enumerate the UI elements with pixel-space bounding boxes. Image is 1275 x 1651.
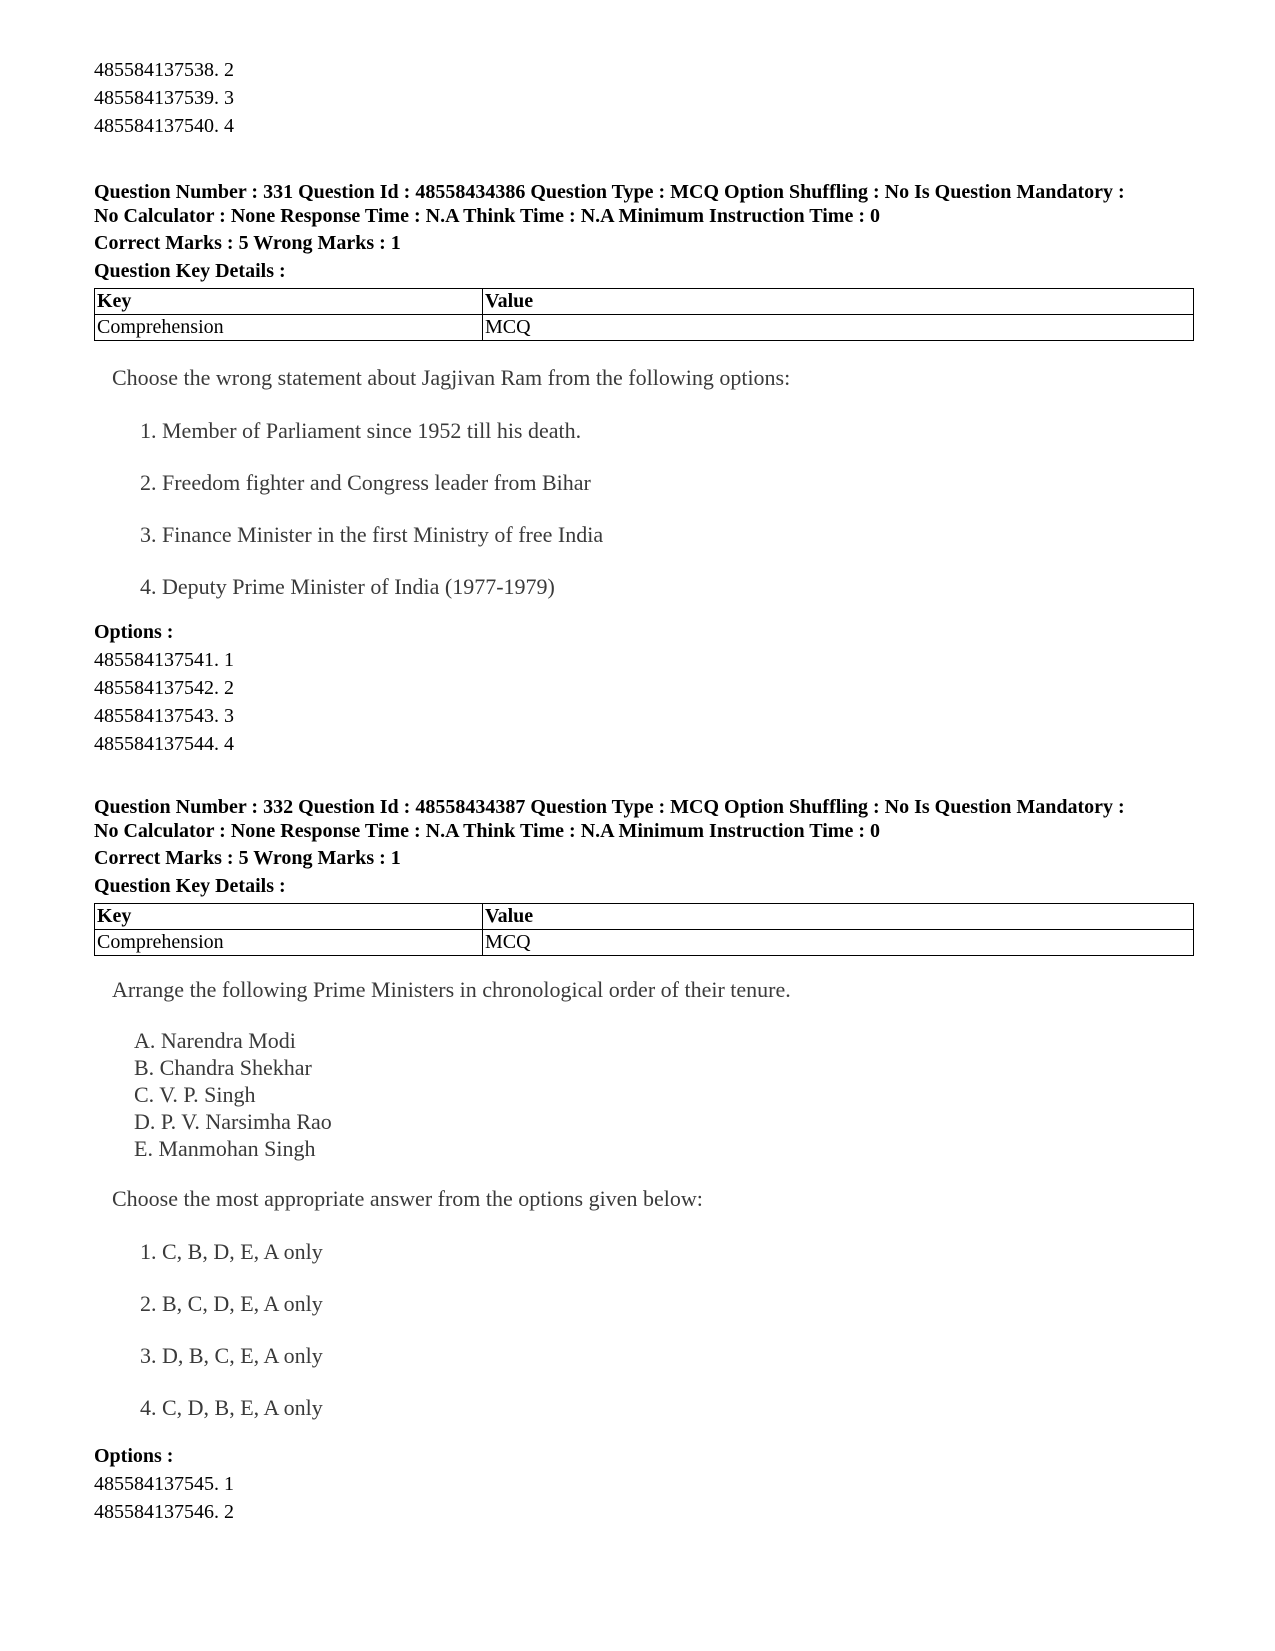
- question-332-options-label: Options :: [94, 1445, 174, 1467]
- question-331-marks: Correct Marks : 5 Wrong Marks : 1: [94, 232, 401, 254]
- option-line: 485584137545. 1: [94, 1473, 234, 1495]
- option-line: 485584137546. 2: [94, 1501, 234, 1523]
- option-line: 485584137539. 3: [94, 87, 234, 109]
- question-331-choice: 3. Finance Minister in the first Ministry of free India: [140, 522, 604, 547]
- table-value-cell: MCQ: [483, 930, 1194, 956]
- option-line: 485584137544. 4: [94, 733, 234, 755]
- question-332-header-line1: Question Number : 332 Question Id : 48558434387 Question Type : MCQ Option Shuffling : No Is Question Mandatory :: [94, 796, 1125, 818]
- question-332-list-item: A. Narendra Modi: [134, 1028, 296, 1053]
- question-332-text: Arrange the following Prime Ministers in chronological order of their tenure.: [112, 977, 791, 1002]
- question-331-options-label: Options :: [94, 621, 174, 643]
- question-332-key-details-label: Question Key Details :: [94, 875, 286, 897]
- table-key-header: Key: [95, 289, 483, 315]
- question-331-choice: 4. Deputy Prime Minister of India (1977-1979): [140, 574, 555, 599]
- option-line: 485584137542. 2: [94, 677, 234, 699]
- option-line: 485584137538. 2: [94, 59, 234, 81]
- option-line: 485584137540. 4: [94, 115, 234, 137]
- question-331-header-line2: No Calculator : None Response Time : N.A Think Time : N.A Minimum Instruction Time : 0: [94, 205, 880, 227]
- question-331-key-details-label: Question Key Details :: [94, 260, 286, 282]
- question-332-choice: 1. C, B, D, E, A only: [140, 1239, 323, 1264]
- question-331-choice: 1. Member of Parliament since 1952 till his death.: [140, 418, 582, 443]
- question-332-list-item: E. Manmohan Singh: [134, 1136, 316, 1161]
- question-332-list-item: C. V. P. Singh: [134, 1082, 256, 1107]
- table-key-cell: Comprehension: [95, 315, 483, 341]
- table-value-header: Value: [483, 904, 1194, 930]
- question-331-choice: 2. Freedom fighter and Congress leader from Bihar: [140, 470, 591, 495]
- question-332-header-line2: No Calculator : None Response Time : N.A Think Time : N.A Minimum Instruction Time : 0: [94, 820, 880, 842]
- question-332-choice: 2. B, C, D, E, A only: [140, 1291, 323, 1316]
- question-332-marks: Correct Marks : 5 Wrong Marks : 1: [94, 847, 401, 869]
- table-value-header: Value: [483, 289, 1194, 315]
- question-332-instruction: Choose the most appropriate answer from the options given below:: [112, 1186, 703, 1211]
- question-331-key-table: [94, 288, 1194, 341]
- table-key-cell: Comprehension: [95, 930, 483, 956]
- question-332-list-item: D. P. V. Narsimha Rao: [134, 1109, 332, 1134]
- table-key-header: Key: [95, 904, 483, 930]
- question-332-choice: 3. D, B, C, E, A only: [140, 1343, 323, 1368]
- question-332-choice: 4. C, D, B, E, A only: [140, 1395, 323, 1420]
- table-value-cell: MCQ: [483, 315, 1194, 341]
- question-331-header-line1: Question Number : 331 Question Id : 48558434386 Question Type : MCQ Option Shuffling : No Is Question Mandatory :: [94, 181, 1125, 203]
- option-line: 485584137541. 1: [94, 649, 234, 671]
- question-332-key-table: [94, 903, 1194, 956]
- question-331-text: Choose the wrong statement about Jagjivan Ram from the following options:: [112, 365, 791, 390]
- option-line: 485584137543. 3: [94, 705, 234, 727]
- question-332-list-item: B. Chandra Shekhar: [134, 1055, 312, 1080]
